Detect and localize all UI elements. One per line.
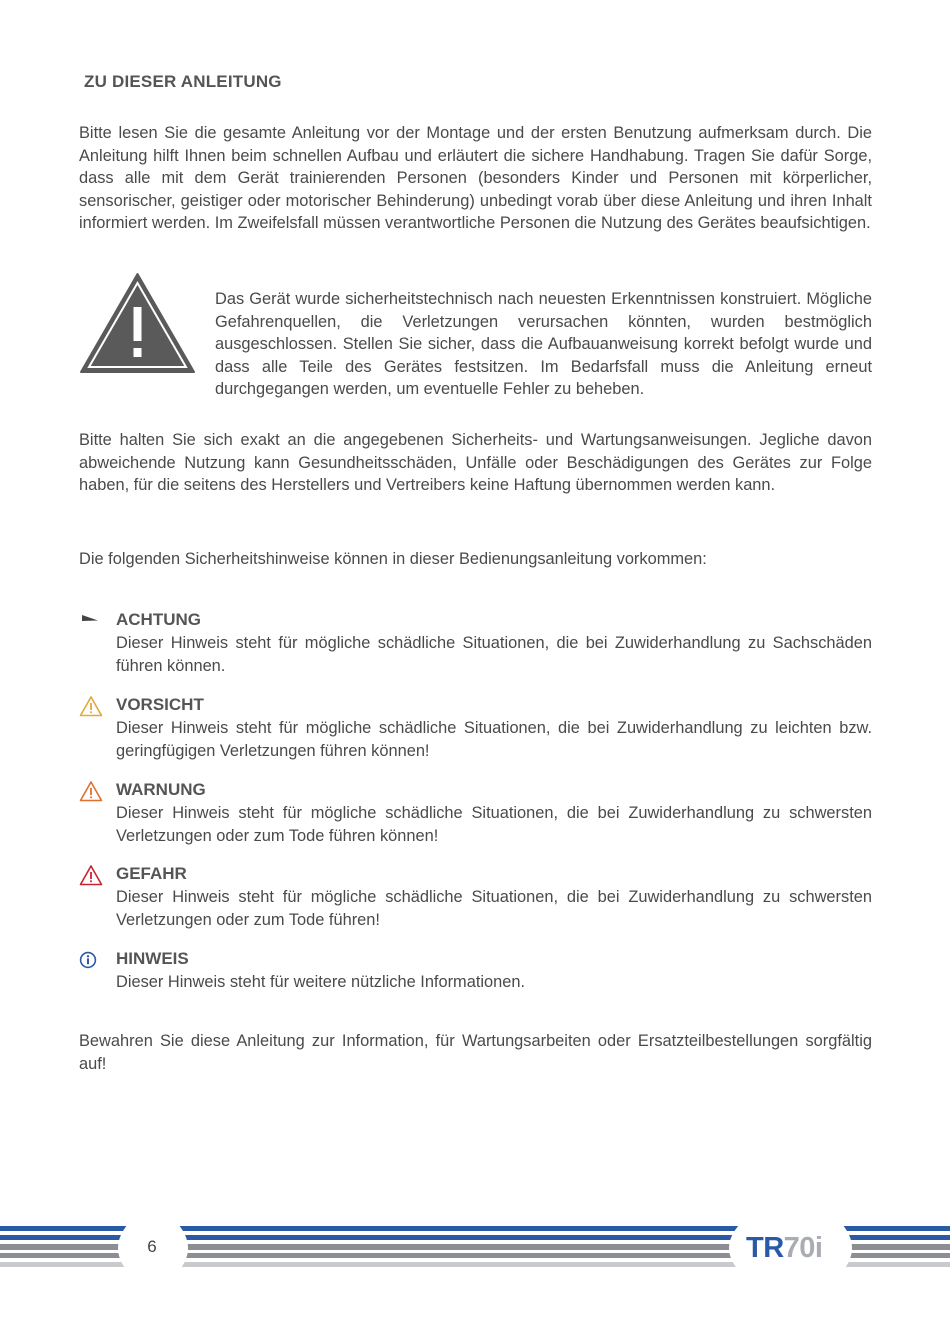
intro-paragraph: Bitte lesen Sie die gesamte Anleitung vor der Montage und der ersten Benutzung aufmerksam durch. Die Anleitung hilft Ihnen beim schnellen Aufbau und erläutert die sichere Handhabung. Tragen Sie dafür Sorge, dass alle mit dem Gerät trainierenden Personen (besonders Kinder und Personen mit körperlicher, sensorischer, geistiger oder motorischer Behinderung) unbedingt vorab über diese Anleitung und ihren Inhalt informiert werden. Im Zweifelsfall müssen verantwortliche Personen die Nutzung des Gerätes beaufsichtigen. [79,124,872,232]
warning-triangle-icon [79,272,196,374]
notice-label: WARNUNG [116,780,206,799]
notice-label: HINWEIS [116,949,189,968]
danger-triangle-icon [79,864,103,886]
arrow-flag-icon [79,610,103,632]
notice-text: Dieser Hinweis steht für weitere nützliche Informationen. [116,973,526,991]
notice-text: Dieser Hinweis steht für mögliche schädliche Situationen, die bei Zuwiderhandlung zu schwersten Verletzungen oder zum Tode führen! [116,888,872,929]
adherence-paragraph: Bitte halten Sie sich exakt an die angegebenen Sicherheits- und Wartungsanweisungen. Jegliche davon abweichende Nutzung kann Gesundheitsschäden, Unfälle oder Beschädigungen des Gerätes zur Folge haben, für die seitens des Herstellers und Vertreibers keine Haftung übernommen werden kann. [79,431,872,494]
model-name-part1: TR [746,1232,784,1264]
model-name-part2: 70i [783,1232,823,1264]
info-icon [79,949,103,971]
notice-text: Dieser Hinweis steht für mögliche schädliche Situationen, die bei Zuwiderhandlung zu Sachschäden führen können. [116,634,872,675]
notice-label: GEFAHR [116,864,187,883]
safety-construction-paragraph: Das Gerät wurde sicherheitstechnisch nach neuesten Erkenntnissen konstruiert. Mögliche Gefahrenquellen, die Verletzungen verursachen könnten, wurden bestmöglich ausgeschlossen. Stellen Sie sicher, dass die Aufbauanweisung korrekt befolgt wurde und dass alle Teile des Gerätes festsitzen. Im Bedarfsfall muss die Anleitung erneut durchgegangen werden, um eventuelle Fehler zu beheben. [215,290,872,398]
notice-label: VORSICHT [116,695,204,714]
page-number: 6 [147,1237,157,1256]
section-title: ZU DIESER ANLEITUNG [84,72,282,91]
keep-manual-paragraph: Bewahren Sie diese Anleitung zur Information, für Wartungsarbeiten oder Ersatzteilbestellungen sorgfältig auf! [79,1032,872,1073]
notice-text: Dieser Hinweis steht für mögliche schädliche Situationen, die bei Zuwiderhandlung zu leichten bzw. geringfügigen Verletzungen führen können! [116,719,872,760]
notice-text: Dieser Hinweis steht für mögliche schädliche Situationen, die bei Zuwiderhandlung zu schwersten Verletzungen oder zum Tode führen können! [116,804,872,845]
warning-triangle-icon [79,780,103,802]
notice-label: ACHTUNG [116,610,201,629]
caution-triangle-icon [79,695,103,717]
notices-lead-paragraph: Die folgenden Sicherheitshinweise können in dieser Bedienungsanleitung vorkommen: [79,550,707,568]
model-logo [746,1232,823,1265]
